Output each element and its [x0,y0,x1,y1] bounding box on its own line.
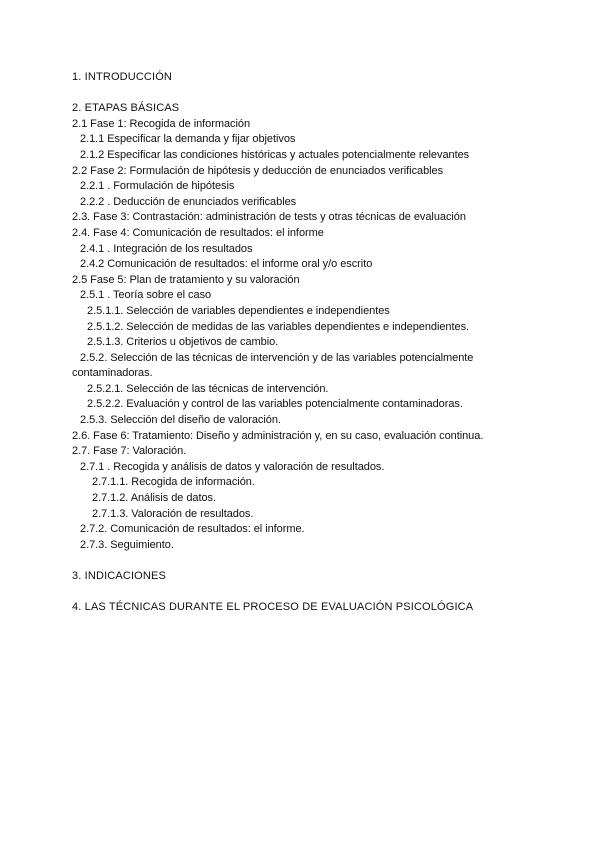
toc-section-2-3: 2.3. Fase 3: Contrastación: administración de tests y otras técnicas de evaluación [72,211,466,224]
toc-section-2-5-1-3: 2.5.1.3. Criterios u objetivos de cambio. [87,336,279,349]
toc-spacer [72,585,542,601]
toc-section-2-1: 2.1 Fase 1: Recogida de información [72,117,251,130]
toc-section-2-5-1-2: 2.5.1.2. Selección de medidas de las variables dependientes e independientes. [87,320,470,333]
toc-section-2-7-2: 2.7.2. Comunicación de resultados: el informe. [80,523,305,536]
toc-section-1: 1. INTRODUCCIÓN [72,71,173,83]
toc-section-2-5-2-1: 2.5.2.1. Selección de las técnicas de intervención. [87,382,329,395]
toc-section-2: 2. ETAPAS BÁSICAS [72,102,180,115]
toc-section-2-4: 2.4. Fase 4: Comunicación de resultados: el informe [72,226,324,239]
toc-spacer [72,553,542,569]
toc-section-2-1-1: 2.1.1 Especificar la demanda y fijar objetivos [80,133,296,146]
toc-section-2-5-2: 2.5.2. Selección de las técnicas de intervención y de las variables potencialmente contaminadoras. [72,351,474,380]
toc-section-2-4-1: 2.4.1 . Integración de los resultados [80,242,253,255]
toc-section-2-7-1-2: 2.7.1.2. Análisis de datos. [92,492,217,505]
toc-section-2-2: 2.2 Fase 2: Formulación de hipótesis y deducción de enunciados verificables [72,164,444,177]
table-of-contents [72,70,542,616]
toc-section-2-5-1: 2.5.1 . Teoría sobre el caso [80,289,212,302]
toc-spacer [72,86,542,102]
toc-section-2-2-2: 2.2.2 . Deducción de enunciados verificables [80,195,297,208]
toc-section-2-7-1-1: 2.7.1.1. Recogida de información. [92,476,255,489]
toc-section-2-1-2: 2.1.2 Especificar las condiciones históricas y actuales potencialmente relevantes [80,148,470,161]
toc-section-3: 3. INDICACIONES [72,570,166,582]
toc-section-2-2-1: 2.2.1 . Formulación de hipótesis [80,180,235,193]
toc-section-2-5: 2.5 Fase 5: Plan de tratamiento y su valoración [72,273,300,286]
toc-section-2-5-1-1: 2.5.1.1. Selección de variables dependientes e independientes [87,304,390,317]
toc-section-2-7-1: 2.7.1 . Recogida y análisis de datos y valoración de resultados. [80,460,385,473]
toc-section-2-4-2: 2.4.2 Comunicación de resultados: el informe oral y/o escrito [80,258,373,271]
toc-section-4: 4. LAS TÉCNICAS DURANTE EL PROCESO DE EVALUACIÓN PSICOLÓGICA [72,601,474,614]
toc-section-2-5-2-2: 2.5.2.2. Evaluación y control de las variables potencialmente contaminadoras. [87,398,463,411]
toc-section-2-5-3: 2.5.3. Selección del diseño de valoración. [80,414,281,427]
toc-section-2-7: 2.7. Fase 7: Valoración. [72,445,187,458]
toc-section-2-7-3: 2.7.3. Seguimiento. [80,538,174,551]
toc-section-2-7-1-3: 2.7.1.3. Valoración de resultados. [92,507,254,520]
toc-section-2-6: 2.6. Fase 6: Tratamiento: Diseño y administración y, en su caso, evaluación continua. [72,429,484,442]
